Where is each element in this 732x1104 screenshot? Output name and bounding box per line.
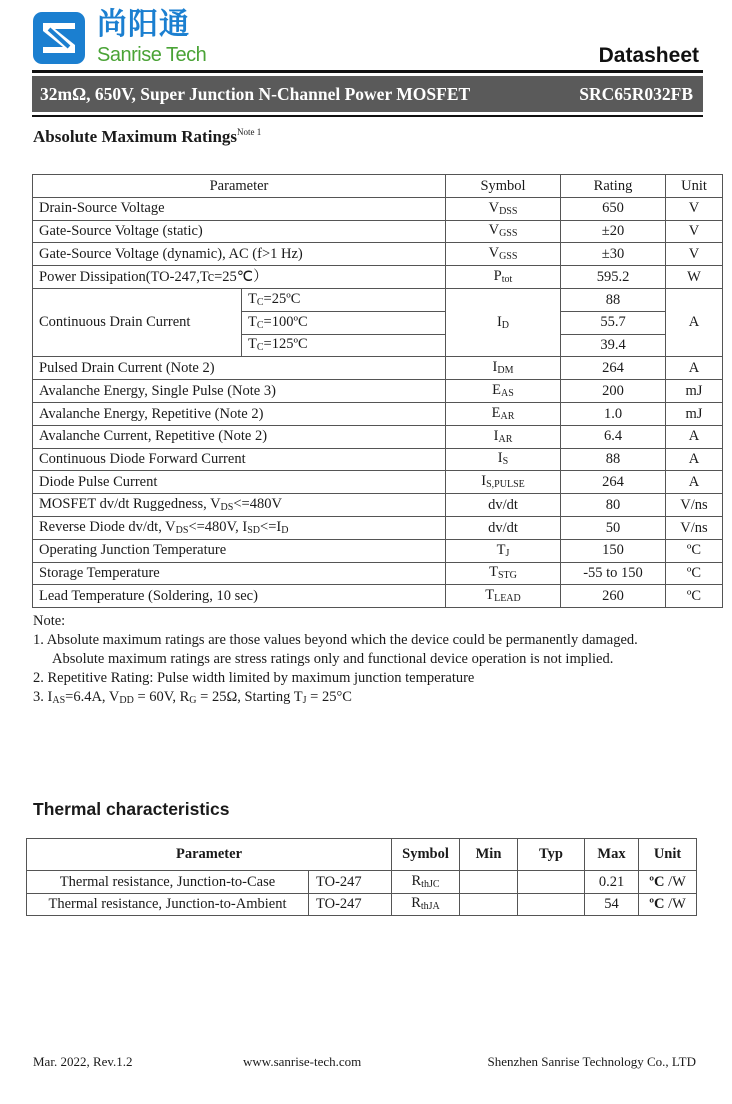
col-header-unit: Unit — [639, 839, 697, 871]
symbol-cell: $I_{S,PULSE}$ — [446, 471, 561, 494]
section-title-thermal: Thermal characteristics — [33, 799, 230, 819]
symbol-cell: $R_{thJA}$ — [392, 893, 460, 916]
symbol-cell: $T_{STG}$ — [446, 562, 561, 585]
condition-cell: $T_C=125ºC$ — [242, 334, 446, 357]
rating-cell: 650 — [561, 197, 666, 220]
table-row — [27, 871, 697, 894]
symbol-cell: $T_J$ — [446, 539, 561, 562]
max-cell: 54 — [585, 893, 639, 916]
param-cell: Drain-Source Voltage — [33, 197, 446, 220]
symbol-cell: $P_{tot}$ — [446, 266, 561, 289]
min-cell — [460, 871, 518, 894]
note-2: 2. Repetitive Rating: Pulse width limited by maximum junction temperature — [33, 670, 475, 686]
condition-cell: $T_C=100ºC$ — [242, 311, 446, 334]
table-row — [33, 516, 723, 539]
header-rule-top — [32, 70, 703, 73]
product-title: 32mΩ, 650V, Super Junction N-Channel Power MOSFET — [40, 83, 471, 104]
param-cell: Avalanche Energy, Repetitive (Note 2) — [33, 402, 446, 425]
param-cell: Power Dissipation(TO-247,Tc=25℃） — [33, 266, 446, 289]
param-cell: Avalanche Current, Repetitive (Note 2) — [33, 425, 446, 448]
unit-cell: ºC /W — [639, 893, 697, 916]
note-1-line-2: Absolute maximum ratings are stress ratings only and functional device operation is not implied. — [52, 651, 614, 667]
notes-heading: Note: — [33, 613, 66, 629]
section-title-absolute-max-ratings — [33, 127, 261, 147]
symbol-cell: $V_{GSS}$ — [446, 243, 561, 266]
rating-cell: 39.4 — [561, 334, 666, 357]
symbol-cell: $E_{AS}$ — [446, 380, 561, 403]
table-row — [33, 220, 723, 243]
unit-cell: ºC — [666, 539, 723, 562]
table-row — [33, 494, 723, 517]
unit-cell: V/ns — [666, 516, 723, 539]
rating-cell: 80 — [561, 494, 666, 517]
symbol-cell: $V_{GSS}$ — [446, 220, 561, 243]
unit-cell: A — [666, 425, 723, 448]
symbol-cell: $T_{LEAD}$ — [446, 585, 561, 608]
package-cell: TO-247 — [309, 871, 392, 894]
package-cell: TO-247 — [309, 893, 392, 916]
col-header-symbol: Symbol — [446, 175, 561, 198]
param-cell: Diode Pulse Current — [33, 471, 446, 494]
table-row — [33, 288, 723, 311]
param-cell: Thermal resistance, Junction-to-Case — [27, 871, 309, 894]
rating-cell: 595.2 — [561, 266, 666, 289]
table-row — [33, 266, 723, 289]
table-row — [33, 425, 723, 448]
col-header-max: Max — [585, 839, 639, 871]
symbol-cell: $I_D$ — [446, 288, 561, 356]
symbol-cell: $E_{AR}$ — [446, 402, 561, 425]
unit-cell: mJ — [666, 402, 723, 425]
param-cell: MOSFET dv/dt Ruggedness, $V_{DS}<=480V$ — [33, 494, 446, 517]
rating-cell: 150 — [561, 539, 666, 562]
param-cell: Continuous Diode Forward Current — [33, 448, 446, 471]
unit-cell: mJ — [666, 380, 723, 403]
col-header-parameter: Parameter — [33, 175, 446, 198]
brand-name-english: Sanrise Tech — [97, 44, 207, 66]
symbol-cell: $I_{AR}$ — [446, 425, 561, 448]
sanrise-logo-icon — [33, 12, 85, 64]
symbol-cell: $I_{DM}$ — [446, 357, 561, 380]
unit-cell: V — [666, 243, 723, 266]
brand-name-chinese: 尚阳通 — [97, 7, 190, 42]
rating-cell: 200 — [561, 380, 666, 403]
absolute-max-ratings-table — [32, 174, 723, 608]
unit-cell: A — [666, 357, 723, 380]
notes-block — [33, 612, 638, 710]
rating-cell: ±30 — [561, 243, 666, 266]
table-row — [33, 539, 723, 562]
max-cell: 0.21 — [585, 871, 639, 894]
symbol-cell: $R_{thJC}$ — [392, 871, 460, 894]
unit-cell: ºC /W — [639, 871, 697, 894]
rating-cell: 88 — [561, 448, 666, 471]
footer-date-revision: Mar. 2022, Rev.1.2 — [33, 1054, 133, 1069]
param-cell: Gate-Source Voltage (dynamic), AC (f>1 Hz) — [33, 243, 446, 266]
note-1-line-1: 1. Absolute maximum ratings are those values beyond which the device could be permanently damaged. — [33, 632, 638, 648]
table-header-row — [27, 839, 697, 871]
param-cell: Reverse Diode dv/dt, $V_{DS}<=480V$, $I_{SD}<=I_D$ — [33, 516, 446, 539]
section-title-note-ref: Note 1 — [237, 127, 262, 137]
unit-cell: W — [666, 266, 723, 289]
param-cell: Operating Junction Temperature — [33, 539, 446, 562]
col-header-min: Min — [460, 839, 518, 871]
condition-cell: $T_C=25ºC$ — [242, 288, 446, 311]
typ-cell — [518, 871, 585, 894]
rating-cell: -55 to 150 — [561, 562, 666, 585]
footer-company: Shenzhen Sanrise Technology Co., LTD — [487, 1054, 696, 1069]
thermal-characteristics-table — [26, 838, 697, 916]
table-header-row — [33, 175, 723, 198]
unit-cell: V/ns — [666, 494, 723, 517]
param-cell: Continuous Drain Current — [33, 288, 242, 356]
table-row — [27, 893, 697, 916]
table-row — [33, 562, 723, 585]
symbol-cell: $I_S$ — [446, 448, 561, 471]
note-3: 3. $I_{AS}=6.4A$, $V_{DD} = 60V$, $R_G = 25\Omega$, Starting $T_J = 25^\circ C$ — [33, 689, 352, 706]
rating-cell: 1.0 — [561, 402, 666, 425]
unit-cell: ºC — [666, 562, 723, 585]
footer-website[interactable]: www.sanrise-tech.com — [243, 1054, 362, 1069]
rating-cell: 88 — [561, 288, 666, 311]
header-rule-bottom — [32, 115, 703, 117]
unit-cell: A — [666, 448, 723, 471]
col-header-unit: Unit — [666, 175, 723, 198]
table-row — [33, 243, 723, 266]
rating-cell: 50 — [561, 516, 666, 539]
col-header-rating: Rating — [561, 175, 666, 198]
rating-cell: 260 — [561, 585, 666, 608]
symbol-cell: $V_{DSS}$ — [446, 197, 561, 220]
param-cell: Avalanche Energy, Single Pulse (Note 3) — [33, 380, 446, 403]
rating-cell: 6.4 — [561, 425, 666, 448]
param-cell: Storage Temperature — [33, 562, 446, 585]
rating-cell: ±20 — [561, 220, 666, 243]
table-row — [33, 585, 723, 608]
param-cell: Pulsed Drain Current (Note 2) — [33, 357, 446, 380]
rating-cell: 55.7 — [561, 311, 666, 334]
col-header-parameter: Parameter — [27, 839, 392, 871]
part-number: SRC65R032FB — [579, 83, 693, 104]
min-cell — [460, 893, 518, 916]
unit-cell: V — [666, 220, 723, 243]
param-cell: Gate-Source Voltage (static) — [33, 220, 446, 243]
document-type-label: Datasheet — [598, 44, 699, 67]
unit-cell: A — [666, 471, 723, 494]
unit-cell: V — [666, 197, 723, 220]
unit-cell: ºC — [666, 585, 723, 608]
col-header-symbol: Symbol — [392, 839, 460, 871]
symbol-cell: dv/dt — [446, 516, 561, 539]
section-title-text: Absolute Maximum Ratings — [33, 127, 238, 146]
table-row — [33, 357, 723, 380]
unit-cell: A — [666, 288, 723, 356]
rating-cell: 264 — [561, 471, 666, 494]
symbol-cell: dv/dt — [446, 494, 561, 517]
product-title-bar — [32, 76, 703, 112]
table-row — [33, 471, 723, 494]
param-cell: Thermal resistance, Junction-to-Ambient — [27, 893, 309, 916]
param-cell: Lead Temperature (Soldering, 10 sec) — [33, 585, 446, 608]
table-row — [33, 402, 723, 425]
table-row — [33, 197, 723, 220]
typ-cell — [518, 893, 585, 916]
table-row — [33, 448, 723, 471]
table-row — [33, 380, 723, 403]
rating-cell: 264 — [561, 357, 666, 380]
col-header-typ: Typ — [518, 839, 585, 871]
